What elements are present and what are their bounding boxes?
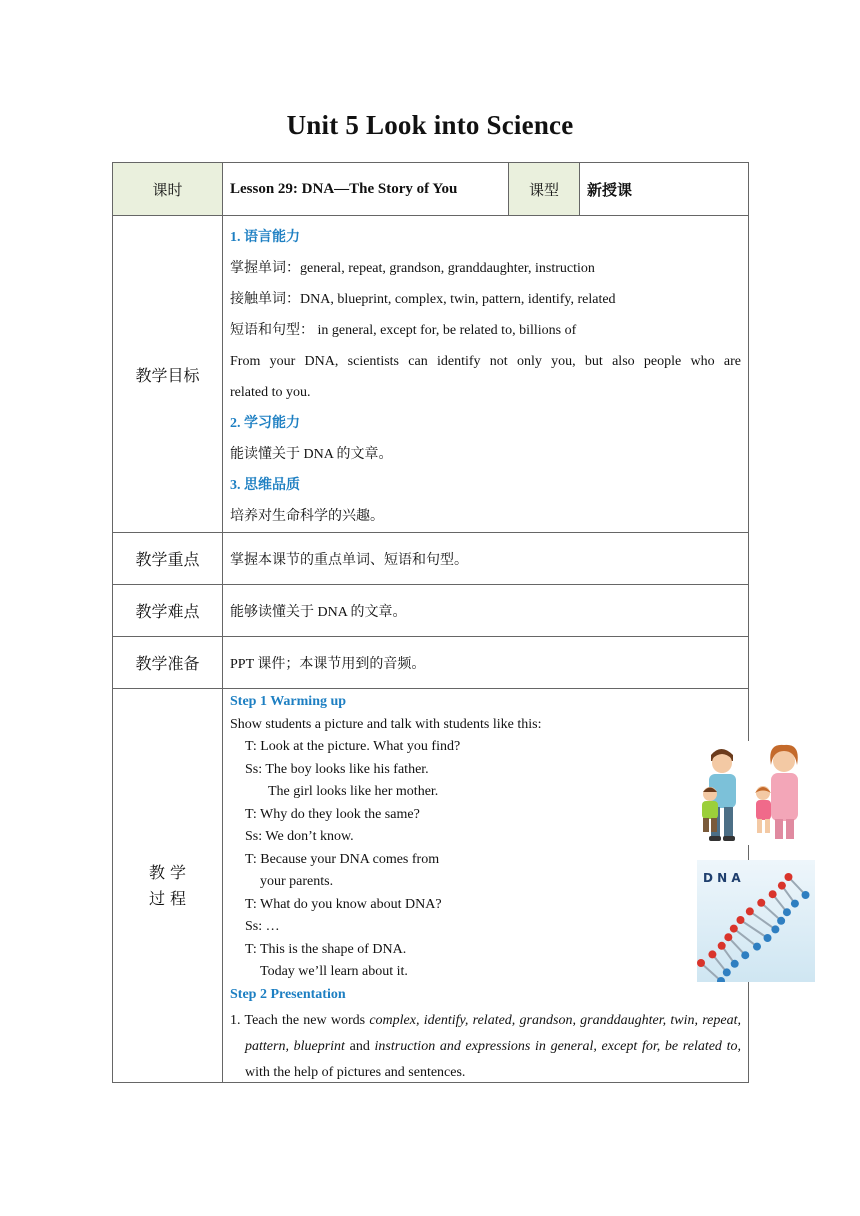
- dna-node-red: [730, 925, 738, 933]
- dna-node-red: [746, 907, 754, 915]
- goal-sentence-line2: related to you.: [230, 385, 311, 400]
- step2-teach: [230, 1008, 741, 1086]
- teach-text-1: 1. Teach the new words: [230, 1013, 370, 1028]
- dna-node-red: [718, 942, 726, 950]
- goals-row: [113, 216, 749, 533]
- preparation-value: PPT 课件；本课节用到的音频。: [223, 637, 749, 689]
- dna-node-red: [769, 890, 777, 898]
- dna-node-red: [784, 873, 792, 881]
- difficulties-row: [113, 585, 749, 637]
- dialog-line: T: This is the shape of DNA.: [245, 941, 407, 957]
- dialog-line: T: Because your DNA comes from: [245, 851, 440, 867]
- dialog-line: The girl looks like her mother.: [268, 784, 439, 799]
- goal-phrases: 短语和句型： in general, except for, be related to, billions of: [230, 323, 577, 338]
- dna-node-red: [757, 899, 765, 907]
- step1-heading: Step 1 Warming up: [230, 694, 347, 709]
- page-title: Unit 5 Look into Science: [286, 110, 574, 140]
- key-points-row: [113, 533, 749, 585]
- family-picture: [697, 741, 811, 845]
- process-content: [223, 689, 749, 1083]
- dna-node-blue: [783, 908, 791, 916]
- dialog-line: T: Why do they look the same?: [245, 806, 420, 822]
- process-label: [113, 689, 223, 1083]
- teach-expressions: instruction and expressions in general, except for, be related to,: [374, 1039, 742, 1054]
- dna-node-red: [697, 959, 705, 967]
- goals-content: [223, 216, 749, 533]
- dna-node-blue: [764, 934, 772, 942]
- dna-node-red: [736, 916, 744, 924]
- difficulties-label: 教学难点: [113, 585, 223, 637]
- dna-node-blue: [802, 891, 810, 899]
- dialog-line: T: What do you know about DNA?: [245, 896, 442, 912]
- lesson-row: [113, 163, 749, 216]
- dna-node-blue: [741, 951, 749, 959]
- dna-node-blue: [731, 960, 739, 968]
- dna-node-blue: [753, 943, 761, 951]
- dialog-list: [230, 736, 741, 984]
- process-label-line2: 过 程: [148, 888, 187, 908]
- dna-node-red: [724, 933, 732, 941]
- teach-text-3: with the help of pictures and sentences.: [245, 1065, 466, 1080]
- dialog-line: your parents.: [260, 874, 334, 889]
- type-label: 课型: [509, 163, 580, 216]
- step2-heading: Step 2 Presentation: [230, 986, 346, 1002]
- dna-node-blue: [791, 900, 799, 908]
- goal-contact-words: 接触单词：DNA, blueprint, complex, twin, pattern, identify, related: [230, 292, 616, 307]
- dna-node-red: [708, 950, 716, 958]
- process-label-line1: 教 学: [148, 862, 187, 882]
- teach-text-2: and: [344, 1039, 375, 1054]
- goal-learning: 能读懂关于 DNA 的文章。: [230, 447, 393, 462]
- dna-node-blue: [771, 925, 779, 933]
- lesson-title: Lesson 29: DNA—The Story of You: [223, 163, 509, 216]
- dialog-line: Today we’ll learn about it.: [260, 964, 408, 979]
- period-label: 课时: [113, 163, 223, 216]
- goal-heading-language: 1. 语言能力: [230, 230, 300, 245]
- goal-heading-learning: 2. 学习能力: [230, 416, 300, 431]
- preparation-label: 教学准备: [113, 637, 223, 689]
- dna-node-blue: [777, 917, 785, 925]
- dialog-line: T: Look at the picture. What you find?: [245, 739, 461, 754]
- process-row: [113, 689, 749, 1083]
- dialog-line: Ss: …: [245, 919, 280, 934]
- dna-picture: [697, 860, 815, 982]
- teach-words: complex, identify, related, grandson, granddaughter, twin, repeat, pattern, blueprint: [245, 1013, 741, 1054]
- goal-sentence-line1: From your DNA, scientists can identify not only you, but also people who are: [230, 354, 741, 369]
- goal-heading-thinking: 3. 思维品质: [230, 478, 300, 493]
- goals-label: 教学目标: [113, 216, 223, 533]
- step1-intro: Show students a picture and talk with students like this:: [230, 716, 542, 732]
- goal-master-words: 掌握单词：general, repeat, grandson, granddaughter, instruction: [230, 261, 595, 276]
- difficulties-value: 能够读懂关于 DNA 的文章。: [223, 585, 749, 637]
- goal-thinking: 培养对生命科学的兴趣。: [230, 509, 384, 524]
- dna-label: D N A: [703, 871, 741, 885]
- key-points-value: 掌握本课节的重点单词、短语和句型。: [223, 533, 749, 585]
- type-value: 新授课: [580, 163, 749, 216]
- dialog-line: Ss: We don’t know.: [245, 829, 354, 844]
- preparation-row: [113, 637, 749, 689]
- lesson-plan-table: [112, 162, 749, 1083]
- dialog-line: Ss: The boy looks like his father.: [245, 761, 429, 777]
- dna-node-blue: [723, 968, 731, 976]
- dna-node-red: [778, 882, 786, 890]
- key-points-label: 教学重点: [113, 533, 223, 585]
